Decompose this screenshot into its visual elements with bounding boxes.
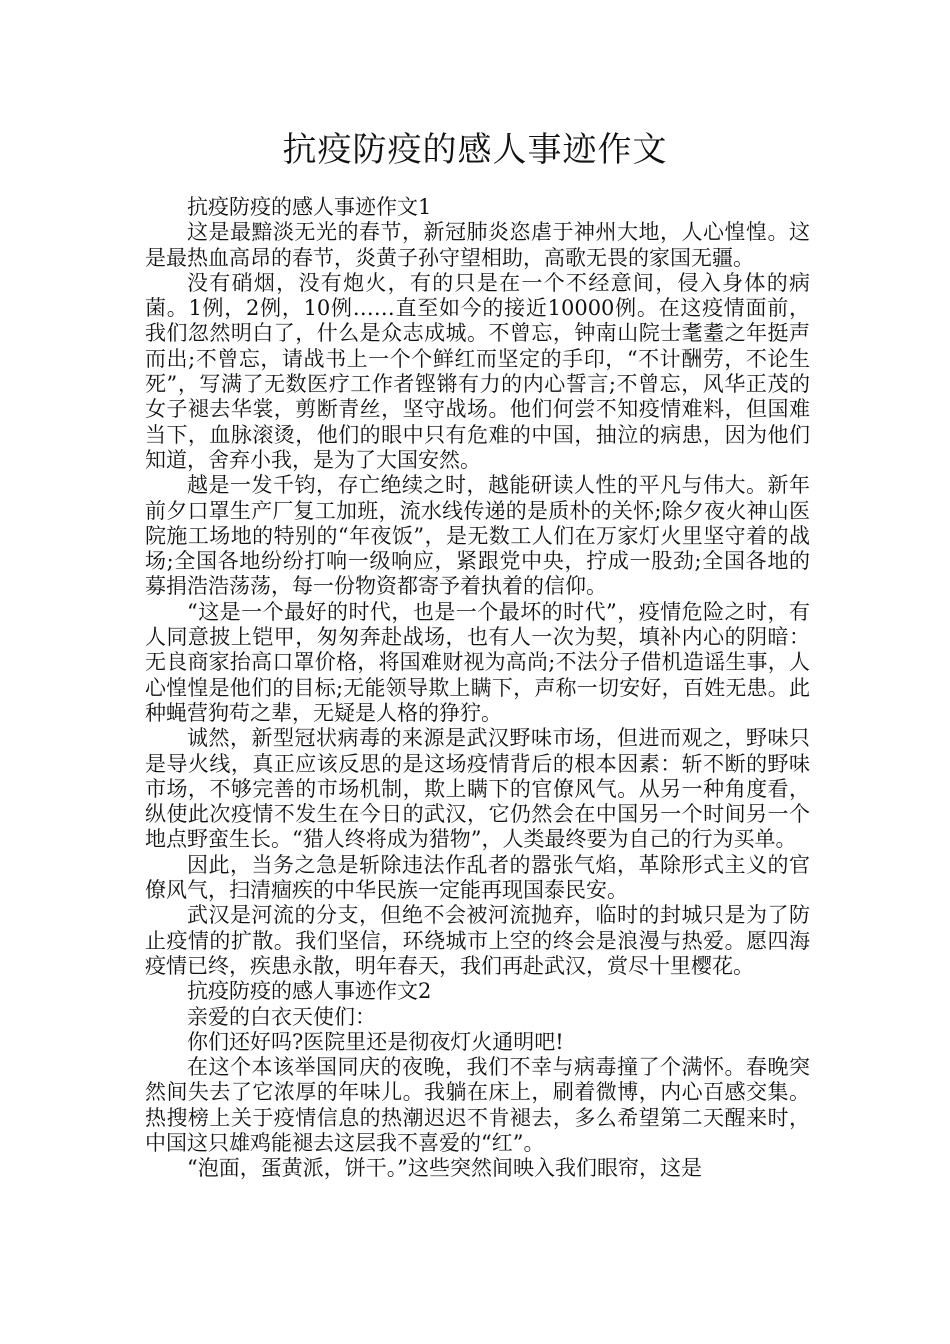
letter-salutation: 亲爱的白衣天使们：: [187, 1004, 376, 1029]
section-heading-1: 抗疫防疫的感人事迹作文1: [187, 195, 432, 219]
body-paragraph: “泡面，蛋黄派，饼干。”这些突然间映入我们眼帘，这是: [187, 1156, 702, 1181]
body-paragraph: 诚然，新型冠状病毒的来源是武汉野味市场，但进而观之，野味只是导火线，真正应该反思的是这场疫情背后的根本因素：斩不断的野味市场，不够完善的市场机制，欺上瞒下的官僚风气。从另一种角度看，纵使此次疫情不发生在今日的武汉，它仍然会在中国另一个时间另一个地点野蛮生长。“猎人终将成为猎物”，人类最终要为自己的行为买单。: [145, 726, 810, 852]
section-heading-2: 抗疫防疫的感人事迹作文2: [187, 979, 432, 1004]
body-paragraph: 这是最黯淡无光的春节，新冠肺炎恣虐于神州大地，人心惶惶。这是最热血高昂的春节，炎黄子孙守望相助，高歌无畏的家国无疆。: [145, 220, 810, 270]
document-body: [145, 195, 810, 1182]
body-paragraph: 因此，当务之急是斩除违法作乱者的嚣张气焰，革除形式主义的官僚风气，扫清痼疾的中华民族一定能再现国泰民安。: [145, 852, 810, 903]
body-paragraph: 在这个本该举国同庆的夜晚，我们不幸与病毒撞了个满怀。春晚突然间失去了它浓厚的年味儿。我躺在床上，刷着微博，内心百感交集。热搜榜上关于疫情信息的热潮迟迟不肯褪去，多么希望第二天醒来时，中国这只雄鸡能褪去这层我不喜爱的“红”。: [145, 1055, 810, 1155]
document-title: 抗疫防疫的感人事迹作文: [282, 130, 668, 170]
body-paragraph: 越是一发千钧，存亡绝续之时，越能研读人性的平凡与伟大。新年前夕口罩生产厂复工加班，流水线传递的是质朴的关怀;除夕夜火神山医院施工场地的特别的“年夜饭”，是无数工人们在万家灯火里坚守着的战场;全国各地纷纷打响一级响应，紧跟党中央，拧成一股劲;全国各地的募捐浩浩荡荡，每一份物资都寄予着执着的信仰。: [145, 473, 810, 599]
body-paragraph: “这是一个最好的时代，也是一个最坏的时代”，疫情危险之时，有人同意披上铠甲，匆匆奔赴战场，也有人一次为契，填补内心的阴暗：无良商家抬高口罩价格，将国难财视为高尚;不法分子借机造谣生事，人心惶惶是他们的目标;无能领导欺上瞒下，声称一切安好，百姓无患。此种蝇营狗苟之辈，无疑是人格的狰狞。: [145, 599, 810, 725]
body-paragraph: 你们还好吗?医院里还是彻夜灯火通明吧!: [187, 1029, 564, 1054]
body-paragraph: 武汉是河流的分支，但绝不会被河流抛弃，临时的封城只是为了防止疫情的扩散。我们坚信，环绕城市上空的终会是浪漫与热爱。愿四海疫情已终，疾患永散，明年春天，我们再赴武汉，赏尽十里樱花。: [145, 903, 810, 978]
body-paragraph: 没有硝烟，没有炮火，有的只是在一个不经意间，侵入身体的病菌。1例，2例，10例……直至如今的接近10000例。在这疫情面前，我们忽然明白了，什么是众志成城。不曾忘，钟南山院士耄耋之年挺声而出;不曾忘，请战书上一个个鲜红而坚定的手印，“不计酬劳，不论生死”，写满了无数医疗工作者铿锵有力的内心誓言;不曾忘，风华正茂的女子褪去华裳，剪断青丝，坚守战场。他们何尝不知疫情难料，但国难当下，血脉滚烫，他们的眼中只有危难的中国，抽泣的病患，因为他们知道，舍弃小我，是为了大国安然。: [145, 270, 810, 472]
